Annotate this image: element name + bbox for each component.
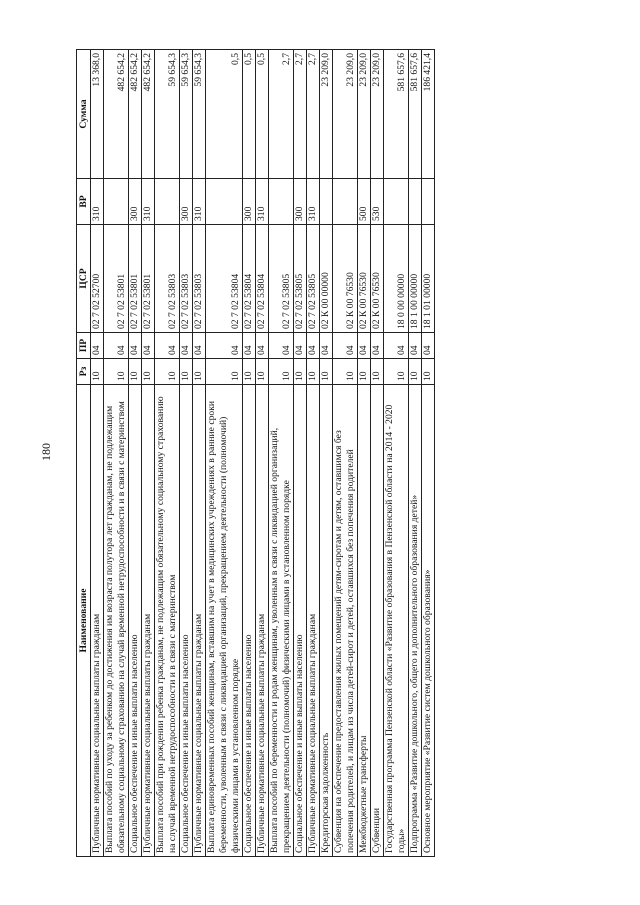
cell-csr: 02 7 02 52700 <box>91 225 104 333</box>
cell-sum: 2,7 <box>307 50 320 179</box>
cell-pr: 04 <box>422 333 435 359</box>
cell-sum: 482 654,2 <box>129 50 142 179</box>
table-row <box>155 50 180 857</box>
cell-vr: 300 <box>180 179 193 225</box>
table-row <box>269 50 294 857</box>
cell-pr: 04 <box>104 333 129 359</box>
cell-sum: 0,5 <box>243 50 256 179</box>
cell-vr <box>333 179 358 225</box>
cell-csr: 02 К 00 76530 <box>358 225 371 333</box>
table-row <box>256 50 269 857</box>
cell-pr: 04 <box>320 333 333 359</box>
table-header-row <box>77 50 91 857</box>
cell-name: Основное мероприятие «Развитие систем дошкольного образования» <box>422 385 435 857</box>
table-row <box>307 50 320 857</box>
cell-rz: 10 <box>333 359 358 385</box>
cell-name: Социальное обеспечение и иные выплаты населению <box>243 385 256 857</box>
cell-vr <box>422 179 435 225</box>
header-sum: Сумма <box>77 50 91 179</box>
cell-name: Социальное обеспечение и иные выплаты населению <box>294 385 307 857</box>
table-row <box>422 50 435 857</box>
cell-rz: 10 <box>409 359 422 385</box>
cell-csr: 02 7 02 53801 <box>104 225 129 333</box>
cell-sum: 482 654,2 <box>104 50 129 179</box>
cell-csr: 18 0 00 00000 <box>384 225 409 333</box>
cell-pr: 04 <box>371 333 384 359</box>
cell-rz: 10 <box>91 359 104 385</box>
cell-rz: 10 <box>155 359 180 385</box>
cell-vr: 300 <box>129 179 142 225</box>
cell-vr: 310 <box>91 179 104 225</box>
cell-csr: 18 1 00 00000 <box>409 225 422 333</box>
cell-csr: 02 7 02 53804 <box>243 225 256 333</box>
cell-sum: 23 209,0 <box>358 50 371 179</box>
cell-pr: 04 <box>256 333 269 359</box>
cell-pr: 04 <box>129 333 142 359</box>
cell-name: Публичные нормативные социальные выплаты гражданам <box>307 385 320 857</box>
cell-name: Публичные нормативные социальные выплаты гражданам <box>193 385 206 857</box>
cell-vr: 310 <box>142 179 155 225</box>
cell-rz: 10 <box>358 359 371 385</box>
cell-name: Публичные нормативные социальные выплаты гражданам <box>256 385 269 857</box>
cell-vr <box>320 179 333 225</box>
cell-name: Социальное обеспечение и иные выплаты населению <box>129 385 142 857</box>
cell-pr: 04 <box>384 333 409 359</box>
cell-vr <box>269 179 294 225</box>
header-rz: Рз <box>77 359 91 385</box>
cell-csr: 02 7 02 53803 <box>180 225 193 333</box>
cell-rz: 10 <box>371 359 384 385</box>
header-name: Наименование <box>77 385 91 857</box>
cell-pr: 04 <box>333 333 358 359</box>
cell-csr: 02 7 02 53801 <box>142 225 155 333</box>
cell-name: Государственная программа Пензенской области «Развитие образования в Пензенской области на 2014 - 2020 годы» <box>384 385 409 857</box>
cell-rz: 10 <box>307 359 320 385</box>
cell-rz: 10 <box>142 359 155 385</box>
cell-vr: 500 <box>358 179 371 225</box>
cell-sum: 23 209,0 <box>371 50 384 179</box>
cell-pr: 04 <box>243 333 256 359</box>
cell-pr: 04 <box>358 333 371 359</box>
cell-name: Публичные нормативные социальные выплаты гражданам <box>91 385 104 857</box>
cell-rz: 10 <box>422 359 435 385</box>
cell-csr: 02 К 00 76530 <box>371 225 384 333</box>
cell-rz: 10 <box>269 359 294 385</box>
cell-sum: 186 421,4 <box>422 50 435 179</box>
cell-sum: 581 657,6 <box>384 50 409 179</box>
cell-vr <box>206 179 243 225</box>
cell-name: Выплата пособий при рождении ребенка гражданам, не подлежащим обязательному социальному страхованию на случай временной нетрудоспособности и в связи с материнством <box>155 385 180 857</box>
table-row <box>294 50 307 857</box>
cell-name: Публичные нормативные социальные выплаты гражданам <box>142 385 155 857</box>
cell-vr: 530 <box>371 179 384 225</box>
cell-sum: 581 657,6 <box>409 50 422 179</box>
cell-vr: 300 <box>243 179 256 225</box>
cell-rz: 10 <box>129 359 142 385</box>
cell-sum: 59 654,3 <box>180 50 193 179</box>
cell-sum: 23 209,0 <box>320 50 333 179</box>
cell-sum: 59 654,3 <box>193 50 206 179</box>
header-pr: ПР <box>77 333 91 359</box>
cell-sum: 2,7 <box>269 50 294 179</box>
cell-vr: 300 <box>294 179 307 225</box>
cell-rz: 10 <box>256 359 269 385</box>
cell-pr: 04 <box>307 333 320 359</box>
cell-vr: 310 <box>193 179 206 225</box>
table-row <box>206 50 243 857</box>
cell-vr: 310 <box>307 179 320 225</box>
cell-csr: 02 7 02 53805 <box>269 225 294 333</box>
cell-csr: 02 7 02 53804 <box>206 225 243 333</box>
cell-sum: 23 209,0 <box>333 50 358 179</box>
cell-name: Субвенция на обеспечение предоставления жилых помещений детям-сиротам и детям, оставшимся без попечения родителей, и лицам из числа детей-сирот и детей, оставшихся без попечения родителей <box>333 385 358 857</box>
page-number: 180 <box>39 443 53 461</box>
table-row <box>371 50 384 857</box>
cell-vr <box>384 179 409 225</box>
cell-vr <box>409 179 422 225</box>
cell-name: Выплата пособий по уходу за ребенком до достижения им возраста полутора лет гражданам, не подлежащим обязательному социальному страхованию на случай временной нетрудоспособности и в связи с материнством <box>104 385 129 857</box>
cell-vr <box>104 179 129 225</box>
cell-csr: 18 1 01 00000 <box>422 225 435 333</box>
cell-rz: 10 <box>243 359 256 385</box>
budget-table <box>76 49 435 857</box>
cell-name: Выплата пособий по беременности и родам женщинам, уволенным в связи с ликвидацией организаций, прекращением деятельности (полномочий) физическими лицами в установленном порядке <box>269 385 294 857</box>
table-row <box>91 50 104 857</box>
cell-csr: 02 К 00 76530 <box>333 225 358 333</box>
cell-rz: 10 <box>180 359 193 385</box>
cell-sum: 2,7 <box>294 50 307 179</box>
cell-name: Межбюджетные трансферты <box>358 385 371 857</box>
table-row <box>180 50 193 857</box>
cell-vr <box>155 179 180 225</box>
cell-pr: 04 <box>193 333 206 359</box>
cell-rz: 10 <box>206 359 243 385</box>
cell-sum: 0,5 <box>256 50 269 179</box>
cell-csr: 02 7 02 53803 <box>193 225 206 333</box>
cell-pr: 04 <box>142 333 155 359</box>
cell-vr: 310 <box>256 179 269 225</box>
cell-csr: 02 7 02 53801 <box>129 225 142 333</box>
header-csr: ЦСР <box>77 225 91 333</box>
cell-rz: 10 <box>294 359 307 385</box>
cell-rz: 10 <box>193 359 206 385</box>
cell-csr: 02 К 00 00000 <box>320 225 333 333</box>
cell-sum: 13 368,0 <box>91 50 104 179</box>
cell-rz: 10 <box>320 359 333 385</box>
cell-pr: 04 <box>409 333 422 359</box>
cell-name: Социальное обеспечение и иные выплаты населению <box>180 385 193 857</box>
cell-sum: 59 654,3 <box>155 50 180 179</box>
cell-pr: 04 <box>269 333 294 359</box>
cell-csr: 02 7 02 53805 <box>294 225 307 333</box>
cell-name: Подпрограмма «Развитие дошкольного, общего и дополнительного образования детей» <box>409 385 422 857</box>
table-row <box>193 50 206 857</box>
rotated-page-content <box>76 50 586 857</box>
cell-name: Субвенции <box>371 385 384 857</box>
cell-pr: 04 <box>155 333 180 359</box>
table-row <box>142 50 155 857</box>
cell-rz: 10 <box>384 359 409 385</box>
cell-rz: 10 <box>104 359 129 385</box>
cell-sum: 482 654,2 <box>142 50 155 179</box>
cell-name: Выплата единовременных пособий женщинам, вставшим на учет в медицинских учреждениях в ранние сроки беременности, уволенным в связи с ликвидацией организаций, прекращением деятельности (полномочий) физическими лицами в установленном порядке <box>206 385 243 857</box>
table-row <box>333 50 358 857</box>
table-row <box>320 50 333 857</box>
cell-name: Кредиторская задолженность <box>320 385 333 857</box>
table-row <box>409 50 422 857</box>
cell-sum: 0,5 <box>206 50 243 179</box>
table-row <box>358 50 371 857</box>
cell-pr: 04 <box>91 333 104 359</box>
cell-csr: 02 7 02 53803 <box>155 225 180 333</box>
cell-csr: 02 7 02 53804 <box>256 225 269 333</box>
cell-pr: 04 <box>180 333 193 359</box>
table-row <box>104 50 129 857</box>
table-row <box>129 50 142 857</box>
table-row <box>384 50 409 857</box>
cell-csr: 02 7 02 53805 <box>307 225 320 333</box>
cell-pr: 04 <box>206 333 243 359</box>
table-row <box>243 50 256 857</box>
header-vr: ВР <box>77 179 91 225</box>
cell-pr: 04 <box>294 333 307 359</box>
